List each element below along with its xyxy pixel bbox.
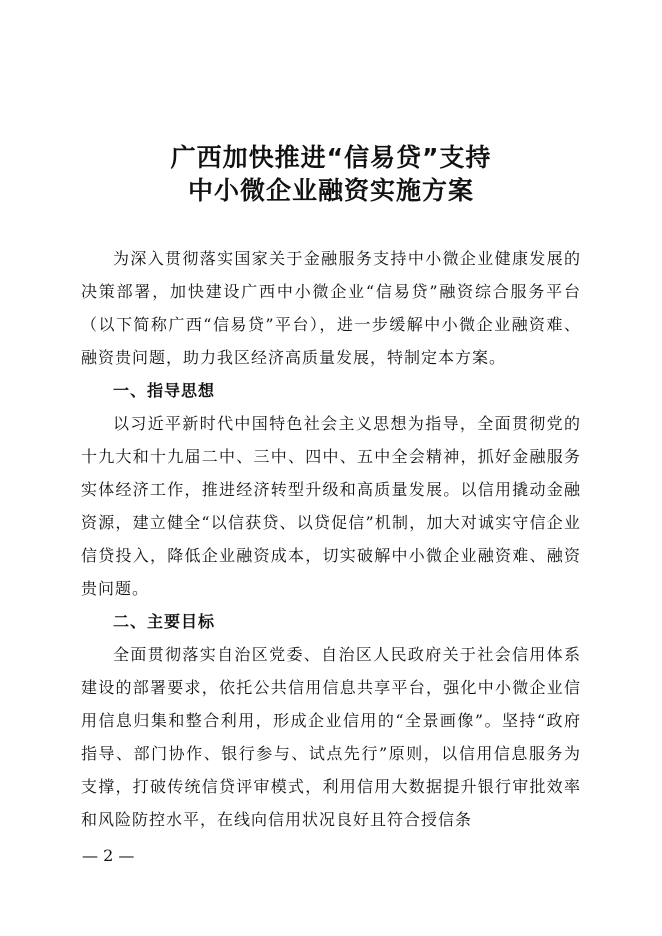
section-2-paragraph: 全面贯彻落实自治区党委、自治区人民政府关于社会信用体系建设的部署要求，依托公共信用信息共享平台，强化中小微企业信用信息归集和整合利用，形成企业信用的“全景画像”。坚持“政府指导、部门协作、银行参与、试点先行”原则，以信用信息服务为支撑，打破传统信贷评审模式，利用信用大数据提升银行审批效率和风险防控水平，在线向信用状况良好且符合授信条 [81, 645, 581, 829]
page-number: — 2 — [82, 846, 135, 865]
document-title-line-1: 广西加快推进“信易贷”支持 [170, 143, 492, 172]
intro-paragraph: 为深入贯彻落实国家关于金融服务支持中小微企业健康发展的决策部署，加快建设广西中小微企业“信易贷”融资综合服务平台（以下简称广西“信易贷”平台），进一步缓解中小微企业融资难、融资贵问题，助力我区经济高质量发展，特制定本方案。 [81, 249, 581, 367]
document-title-line-2: 中小微企业融资实施方案 [187, 176, 474, 205]
section-1-heading: 一、指导思想 [113, 381, 216, 400]
section-2-heading: 二、主要目标 [113, 612, 216, 631]
section-1-paragraph: 以习近平新时代中国特色社会主义思想为指导，全面贯彻党的十九大和十九届二中、三中、四中、五中全会精神，抓好金融服务实体经济工作，推进经济转型升级和高质量发展。以信用撬动金融资源，建立健全“以信获贷、以贷促信”机制，加大对诚实守信企业信贷投入，降低企业融资成本，切实破解中小微企业融资难、融资贵问题。 [81, 414, 581, 598]
document-body [81, 242, 581, 836]
